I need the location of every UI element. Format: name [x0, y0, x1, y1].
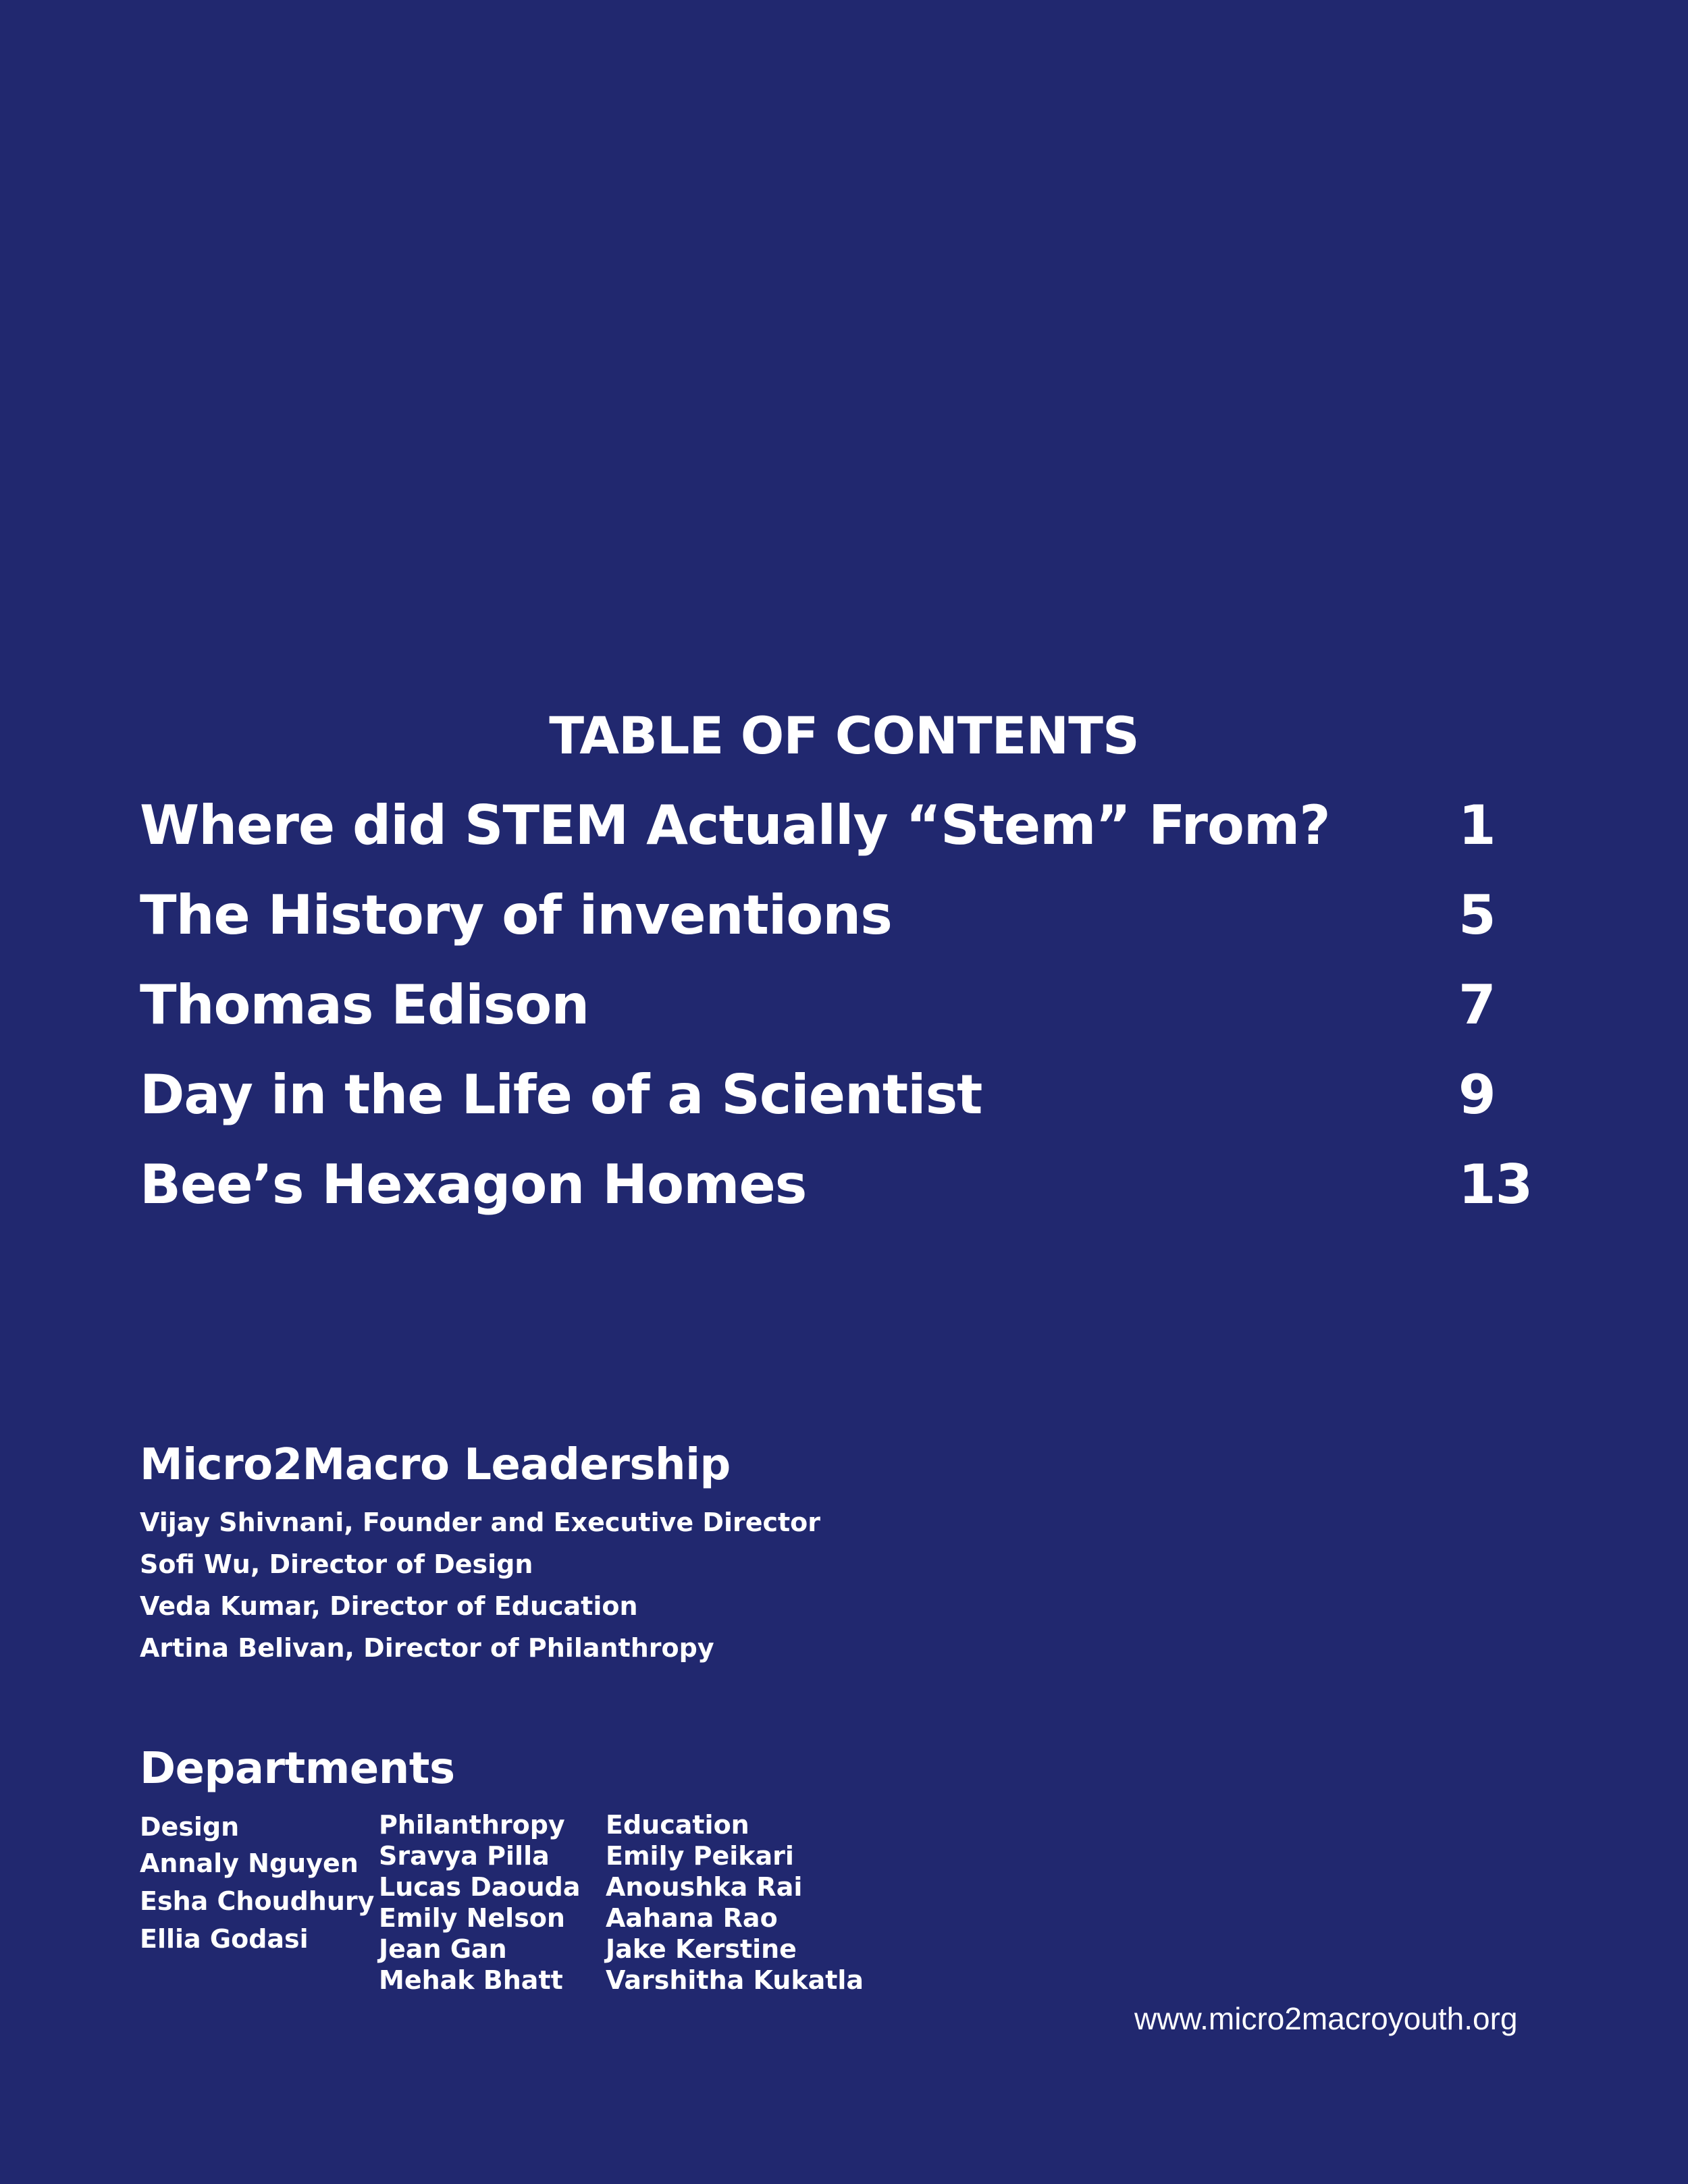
departments-section [140, 1735, 1220, 2012]
toc-entry-title: The History of inventions [140, 884, 892, 947]
toc-entry-page: 5 [1458, 884, 1496, 947]
department-name: Design [140, 1812, 240, 1842]
toc-list [140, 789, 1558, 1237]
department-members [606, 1840, 864, 1996]
leadership-member: Vijay Shivnani, Founder and Executive Director [140, 1508, 821, 1537]
leadership-list [140, 1501, 1085, 1669]
department-member: Aahana Rao [606, 1903, 778, 1933]
department-philanthropy [379, 1809, 580, 1996]
toc-entry-title: Day in the Life of a Scientist [140, 1063, 982, 1126]
department-member: Ellia Godasi [140, 1924, 309, 1954]
department-member: Varshitha Kukatla [606, 1965, 864, 1995]
department-member: Sravya Pilla [379, 1841, 550, 1871]
department-education [606, 1809, 864, 1996]
leadership-member: Veda Kumar, Director of Education [140, 1591, 638, 1621]
department-member: Anoushka Rai [606, 1872, 803, 1902]
departments-grid [140, 1809, 1220, 2012]
department-member: Jean Gan [379, 1934, 507, 1964]
toc-entry [140, 1058, 1558, 1148]
toc-entry-title: Where did STEM Actually “Stem” From? [140, 794, 1330, 857]
department-member: Annaly Nguyen [140, 1848, 359, 1878]
department-member: Mehak Bhatt [379, 1965, 563, 1995]
department-member: Emily Peikari [606, 1841, 794, 1871]
toc-entry-page: 9 [1458, 1063, 1496, 1126]
leadership-member: Sofi Wu, Director of Design [140, 1549, 533, 1579]
toc-heading: TABLE OF CONTENTS [549, 705, 1139, 766]
department-member: Emily Nelson [379, 1903, 565, 1933]
department-name: Philanthropy [379, 1810, 565, 1840]
department-member: Jake Kerstine [606, 1934, 797, 1964]
toc-entry-page: 13 [1458, 1153, 1533, 1216]
department-member: Lucas Daouda [379, 1872, 581, 1902]
department-member: Esha Choudhury [140, 1886, 375, 1916]
department-design [140, 1809, 374, 1958]
toc-entry-page: 1 [1458, 794, 1496, 857]
toc-entry-title: Thomas Edison [140, 974, 589, 1036]
toc-entry [140, 1148, 1558, 1237]
toc-entry [140, 789, 1558, 878]
department-members [379, 1840, 580, 1996]
website-url: www.micro2macroyouth.org [1134, 2001, 1518, 2036]
leadership-title: Micro2Macro Leadership [140, 1440, 731, 1490]
department-name: Education [606, 1810, 749, 1840]
leadership-section [140, 1431, 1085, 1669]
toc-entry-title: Bee’s Hexagon Homes [140, 1153, 807, 1216]
toc-entry [140, 968, 1558, 1058]
department-members [140, 1844, 374, 1958]
leadership-member: Artina Belivan, Director of Philanthropy [140, 1633, 714, 1663]
toc-entry [140, 878, 1558, 968]
toc-entry-page: 7 [1458, 974, 1496, 1036]
departments-title: Departments [140, 1744, 455, 1794]
